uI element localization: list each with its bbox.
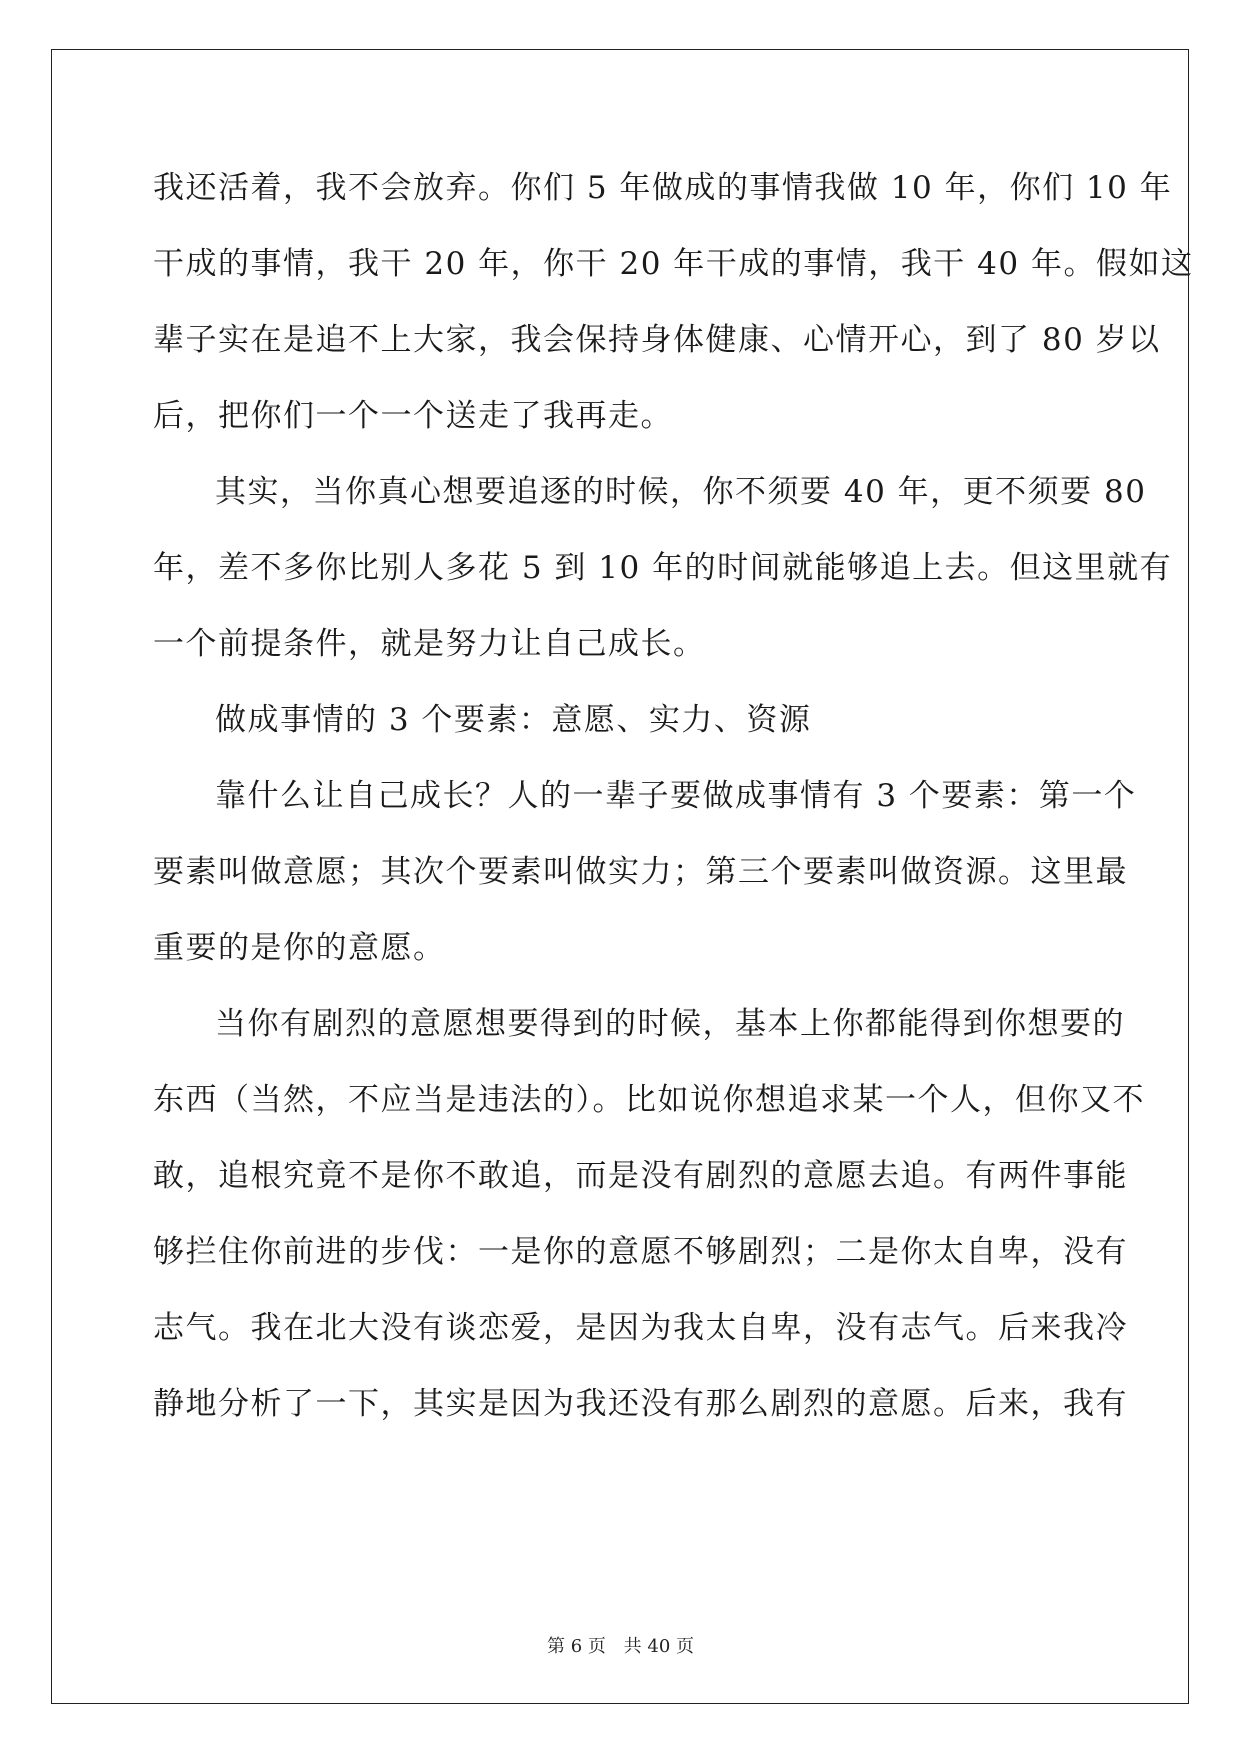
text-line: 年，差不多你比别人多花 5 到 10 年的时间就能够追上去。但这里就有 [153, 550, 1173, 586]
page-number: 第 6 页 [547, 1636, 606, 1657]
paragraph-5 [153, 986, 1145, 1442]
section-heading: 做成事情的 3 个要素：意愿、实力、资源 [215, 702, 812, 738]
document-body [153, 150, 1194, 1442]
text-line: 敢，追根究竟不是你不敢追，而是没有剧烈的意愿去追。有两件事能 [153, 1158, 1128, 1194]
text-line: 静地分析了一下，其实是因为我还没有那么剧烈的意愿。后来，我有 [153, 1386, 1128, 1422]
text-line: 一个前提条件，就是努力让自己成长。 [153, 626, 706, 662]
text-line: 当你有剧烈的意愿想要得到的时候，基本上你都能得到你想要的 [215, 1006, 1125, 1042]
text-line: 我还活着，我不会放弃。你们 5 年做成的事情我做 10 年，你们 10 年 [153, 170, 1173, 206]
page-footer [0, 1632, 1241, 1658]
text-line: 靠什么让自己成长？人的一辈子要做成事情有 3 个要素：第一个 [215, 778, 1137, 814]
paragraph-1 [153, 150, 1194, 454]
text-line: 干成的事情，我干 20 年，你干 20 年干成的事情，我干 40 年。假如这 [153, 246, 1194, 282]
text-line: 辈子实在是追不上大家，我会保持身体健康、心情开心，到了 80 岁以 [153, 322, 1161, 358]
paragraph-3 [153, 682, 1093, 758]
text-line: 后，把你们一个一个送走了我再走。 [153, 398, 673, 434]
text-line: 其实，当你真心想要追逐的时候，你不须要 40 年，更不须要 80 [215, 474, 1147, 510]
text-line: 东西（当然，不应当是违法的）。比如说你想追求某一个人，但你又不 [153, 1082, 1145, 1118]
text-line: 要素叫做意愿；其次个要素叫做实力；第三个要素叫做资源。这里最 [153, 854, 1128, 890]
text-line: 志气。我在北大没有谈恋爱，是因为我太自卑，没有志气。后来我冷 [153, 1310, 1128, 1346]
text-line: 够拦住你前进的步伐：一是你的意愿不够剧烈；二是你太自卑，没有 [153, 1234, 1128, 1270]
paragraph-4 [153, 758, 1137, 986]
paragraph-2 [153, 454, 1173, 682]
text-line: 重要的是你的意愿。 [153, 930, 446, 966]
page-total: 共 40 页 [623, 1636, 694, 1657]
